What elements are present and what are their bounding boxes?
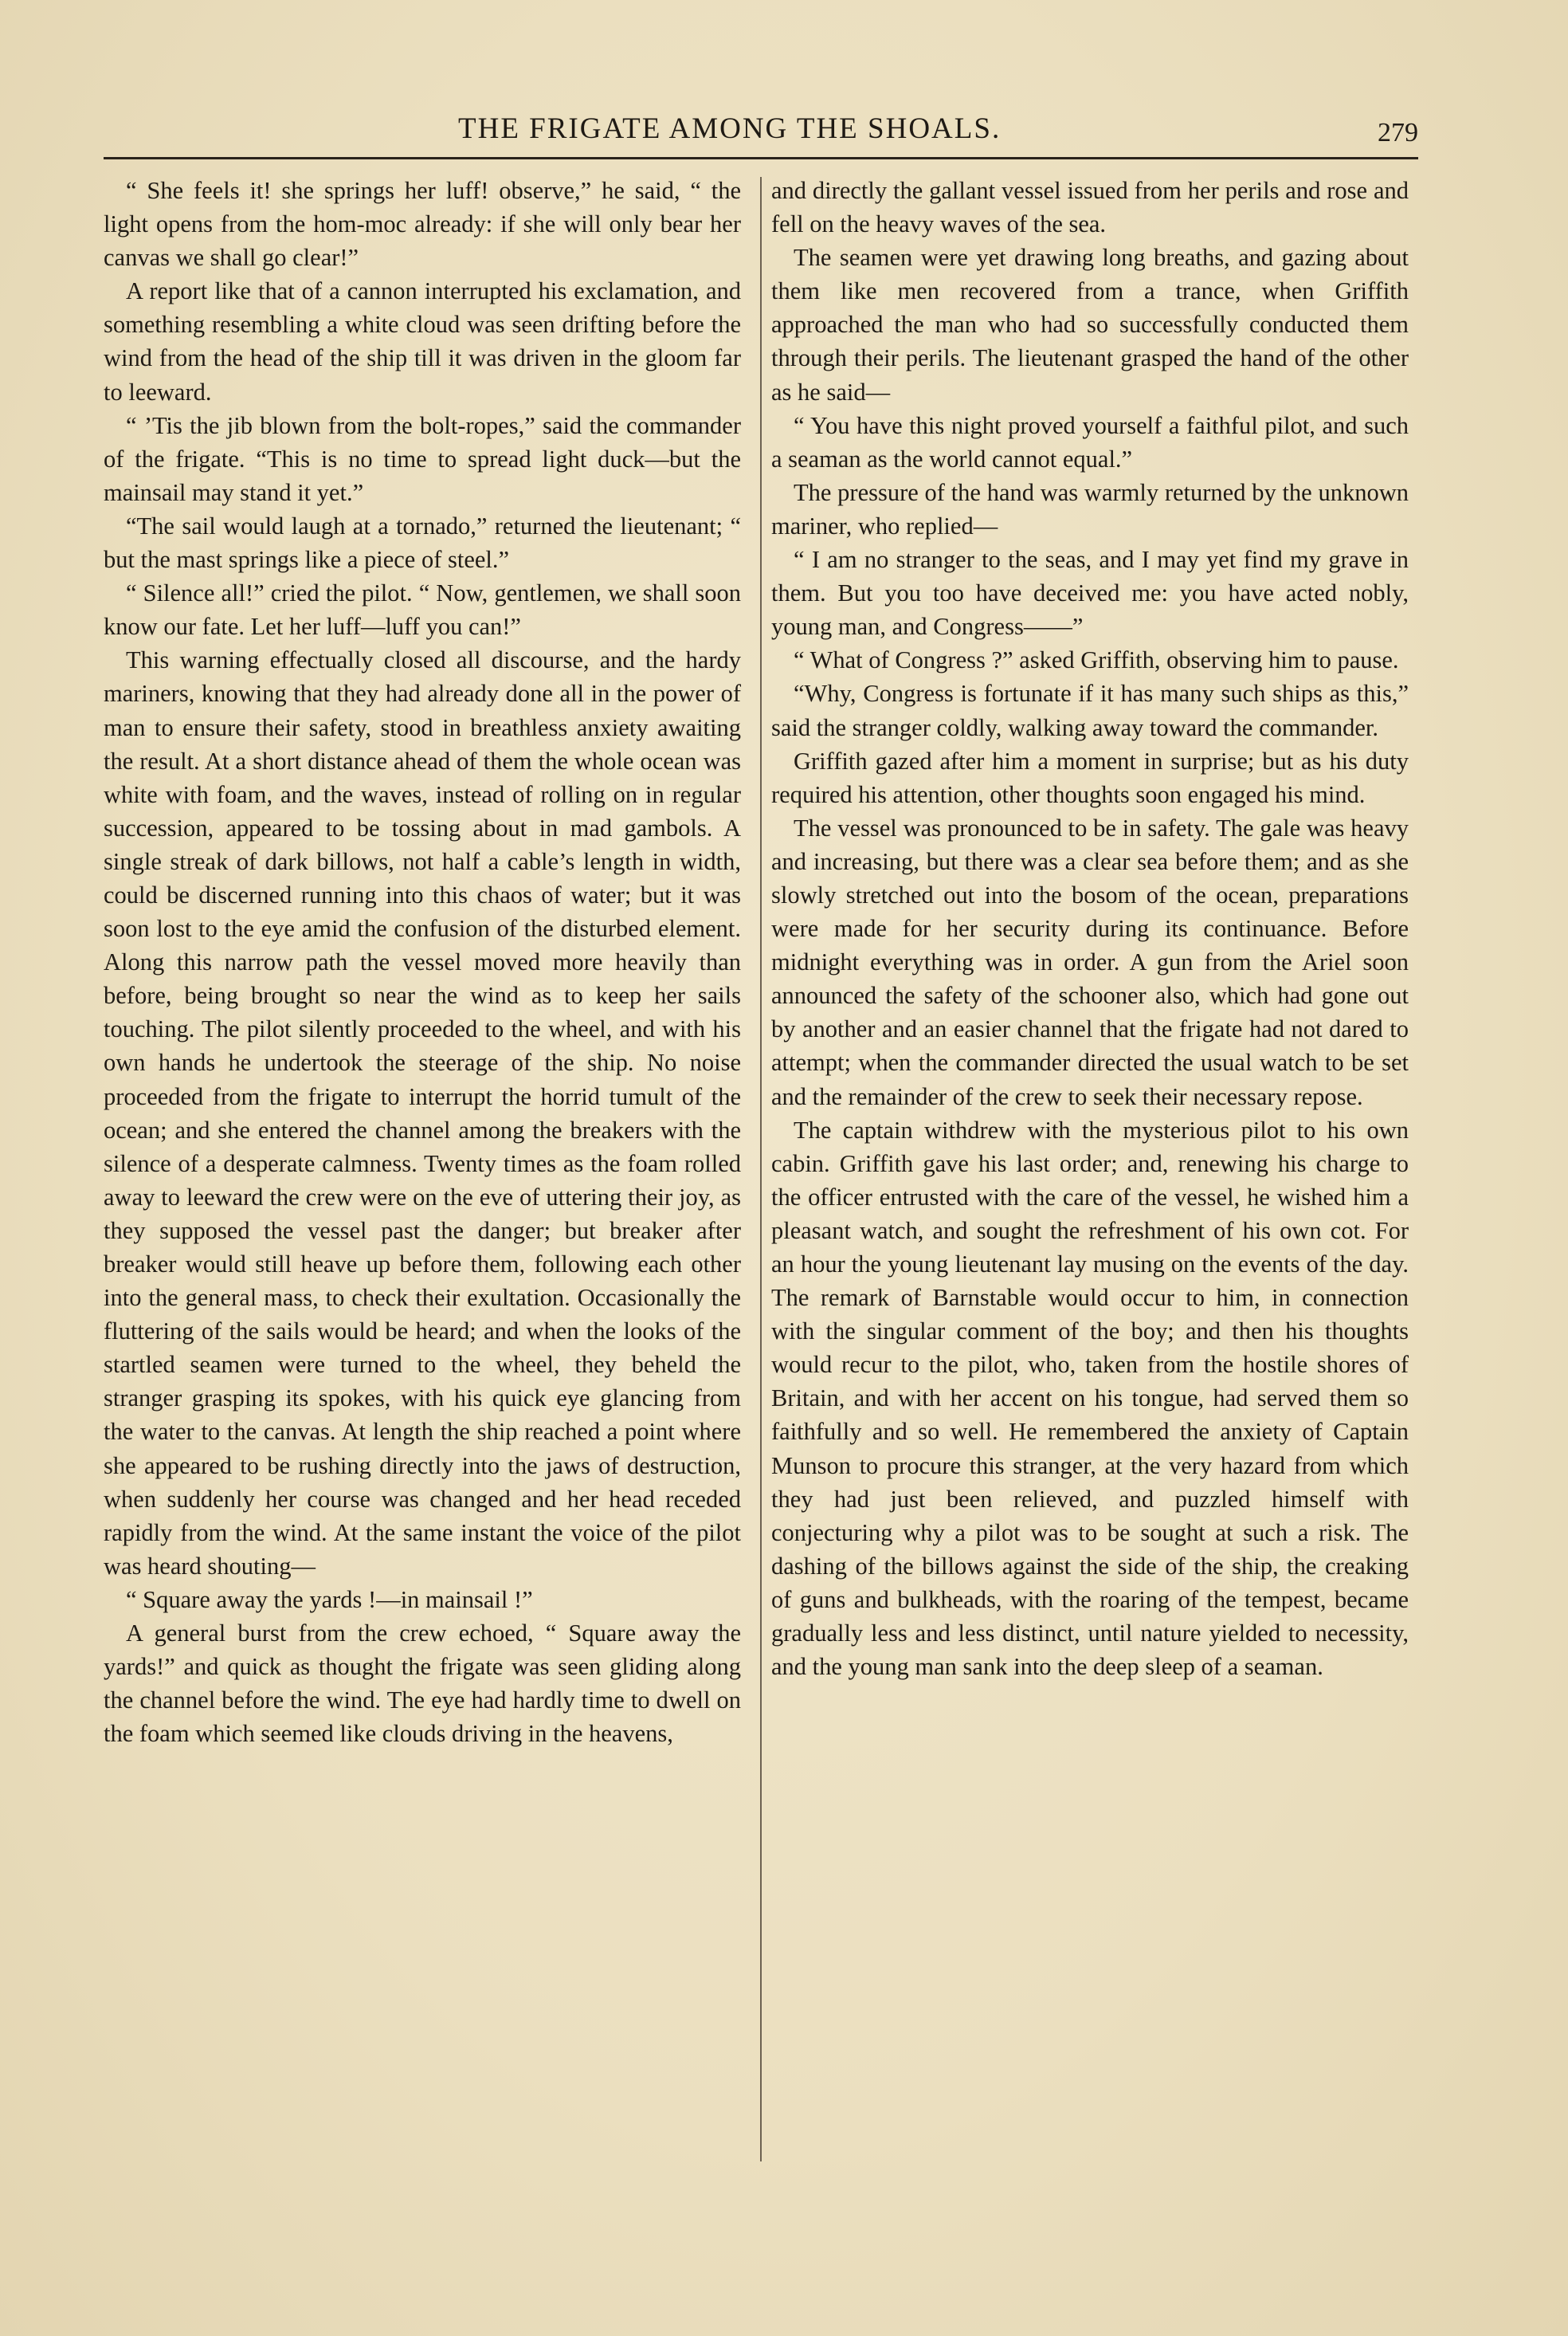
paragraph-continuation: and directly the gallant vessel issued from her perils and rose and fell on the heavy waves of the sea. <box>771 177 1409 238</box>
paragraph: A report like that of a cannon interrupted his exclamation, and something resembling a white cloud was seen drifting before the wind from the head of the ship till it was driven in the gloom far to leeward. <box>104 277 741 406</box>
paragraph: The vessel was pronounced to be in safety. The gale was heavy and increasing, but there was a clear sea before them; and as she slowly stretched out into the bosom of the ocean, preparations were made for her security during its continuance. Before midnight everything was in order. A gun from the Ariel soon announced the safety of the schooner also, which had gone out by another and an easier channel that the frigate had not dared to attempt; when the commander directed the usual watch to be set and the remainder of the crew to seek their necessary repose. <box>771 814 1409 1110</box>
header-rule <box>104 157 1418 159</box>
paragraph: The pressure of the hand was warmly returned by the unknown mariner, who replied— <box>771 478 1409 540</box>
paragraph: “ Square away the yards !—in mainsail !” <box>126 1585 533 1613</box>
page-number: 279 <box>1378 118 1418 147</box>
paragraph: “ Silence all!” cried the pilot. “ Now, gentlemen, we shall soon know our fate. Let her luff—luff you can!” <box>104 579 741 641</box>
paragraph: A general burst from the crew echoed, “ Square away the yards!” and quick as thought the frigate was seen gliding along the channel before the wind. The eye had hardly time to dwell on the foam which seemed like clouds driving in the heavens, <box>104 1619 741 1748</box>
column-divider <box>760 177 762 2161</box>
paragraph: Griffith gazed after him a moment in surprise; but as his duty required his attention, other thoughts soon engaged his mind. <box>771 747 1409 808</box>
right-column <box>771 174 1409 1683</box>
paragraph: “ What of Congress ?” asked Griffith, observing him to pause. <box>794 646 1399 674</box>
page-header <box>104 112 1418 159</box>
paragraph: The captain withdrew with the mysterious pilot to his own cabin. Griffith gave his last order; and, renewing his charge to the officer entrusted with the care of the vessel, he wished him a pleasant watch, and sought the refreshment of his own cot. For an hour the young lieutenant lay musing on the events of the day. The remark of Barnstable would occur to him, in connection with the singular comment of the boy; and then his thoughts would recur to the pilot, who, taken from the hostile shores of Britain, and with her accent on his tongue, had served them so faithfully and so well. He remembered the anxiety of Captain Munson to procure this stranger, at the very hazard from which they had just been relieved, and puzzled himself with conjecturing why a pilot was to be sought at such a risk. The dashing of the billows against the side of the ship, the creaking of guns and bulkheads, with the roaring of the tempest, became gradually less and less distinct, until nature yielded to necessity, and the young man sank into the deep sleep of a seaman. <box>771 1116 1409 1681</box>
paragraph: The seamen were yet drawing long breaths, and gazing about them like men recovered from a trance, when Griffith approached the man who had so successfully conducted them through their perils. The lieutenant grasped the hand of the other as he said— <box>771 244 1409 406</box>
running-title: THE FRIGATE AMONG THE SHOALS. <box>458 112 1002 145</box>
paragraph: “The sail would laugh at a tornado,” returned the lieutenant; “ but the mast springs like a piece of steel.” <box>104 512 741 574</box>
paragraph: “ She feels it! she springs her luff! observe,” he said, “ the light opens from the hom-moc already: if she will only bear her canvas we shall go clear!” <box>104 177 741 272</box>
paragraph: “ You have this night proved yourself a faithful pilot, and such a seaman as the world cannot equal.” <box>771 411 1409 473</box>
paragraph: “ I am no stranger to the seas, and I may yet find my grave in them. But you too have deceived me: you have acted nobly, young man, and Congress——” <box>771 546 1409 641</box>
paragraph: “Why, Congress is fortunate if it has many such ships as this,” said the stranger coldly, walking away toward the commander. <box>771 680 1409 741</box>
paragraph: This warning effectually closed all discourse, and the hardy mariners, knowing that they had already done all in the power of man to ensure their safety, stood in breathless anxiety awaiting the result. At a short distance ahead of them the whole ocean was white with foam, and the waves, instead of rolling on in regular succession, appeared to be tossing about in mad gambols. A single streak of dark billows, not half a cable’s length in width, could be discerned running into this chaos of water; but it was soon lost to the eye amid the confusion of the disturbed element. Along this narrow path the vessel moved more heavily than before, being brought so near the wind as to keep her sails touching. The pilot silently proceeded to the wheel, and with his own hands he undertook the steerage of the ship. No noise proceeded from the frigate to interrupt the horrid tumult of the ocean; and she entered the channel among the breakers with the silence of a desperate calmness. Twenty times as the foam rolled away to leeward the crew were on the eve of uttering their joy, as they supposed the vessel past the danger; but breaker after breaker would still heave up before them, following each other into the general mass, to check their exultation. Occasionally the fluttering of the sails would be heard; and when the looks of the startled seamen were turned to the wheel, they beheld the stranger grasping its spokes, with his quick eye glancing from the water to the canvas. At length the ship reached a point where she appeared to be rushing directly into the jaws of destruction, when suddenly her course was changed and her head receded rapidly from the wind. At the same instant the voice of the pilot was heard shouting— <box>104 646 741 1580</box>
paragraph: “ ’Tis the jib blown from the bolt-ropes,” said the commander of the frigate. “This is no time to spread light duck—but the mainsail may stand it yet.” <box>104 411 741 506</box>
left-column <box>104 174 741 1750</box>
